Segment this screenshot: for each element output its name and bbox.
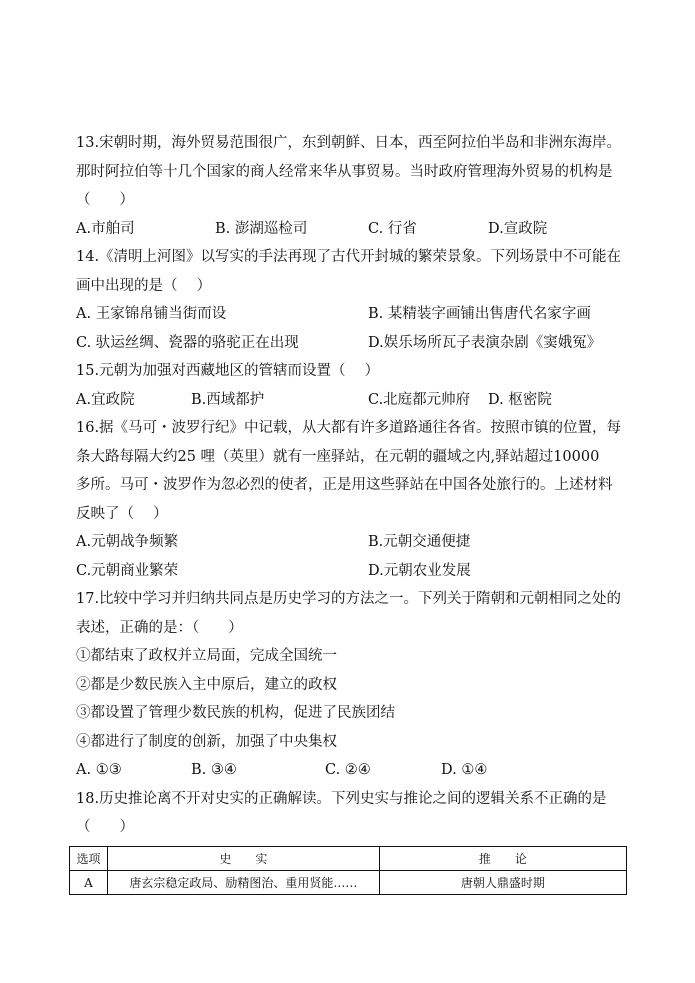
q17-option-c[interactable]: C. ②④: [325, 762, 371, 778]
q13-line-1: 13.宋朝时期，海外贸易范围很广，东到朝鲜、日本，西至阿拉伯半岛和非洲东海岸。: [76, 135, 622, 151]
q18-table: [69, 846, 627, 895]
q17-statement-2: ②都是少数民族入主中原后，建立的政权: [76, 677, 337, 693]
q15-option-d[interactable]: D. 枢密院: [488, 392, 552, 408]
q17-option-b[interactable]: B. ③④: [191, 762, 237, 778]
q15-option-b[interactable]: B.西域都护: [191, 392, 265, 408]
q14-line-1: 14.《清明上河图》以写实的手法再现了古代开封城的繁荣景象。下列场景中不可能在: [76, 249, 622, 265]
q13-line-3: （ ）: [76, 192, 134, 208]
table-header-inference: 推 论: [379, 847, 626, 871]
q14-option-a[interactable]: A. 王家锦帛铺当街而设: [76, 306, 227, 322]
q17-option-a[interactable]: A. ①③: [76, 762, 122, 778]
q13-line-2: 那时阿拉伯等十几个国家的商人经常来华从事贸易。当时政府管理海外贸易的机构是: [76, 164, 613, 180]
q14-line-2: 画中出现的是（ ）: [76, 278, 212, 294]
q13-option-a[interactable]: A.市舶司: [76, 221, 135, 237]
q17-statement-3: ③都设置了管理少数民族的机构，促进了民族团结: [76, 705, 395, 721]
table-cell-option: A: [70, 871, 108, 895]
q14-option-c[interactable]: C. 驮运丝绸、瓷器的骆驼正在出现: [76, 335, 299, 351]
q14-option-b[interactable]: B. 某精装字画铺出售唐代名家字画: [368, 306, 591, 322]
q17-statement-1: ①都结束了政权并立局面，完成全国统一: [76, 648, 337, 664]
table-header-fact: 史 实: [107, 847, 379, 871]
q16-line-3: 多所。马可・波罗作为忽必烈的使者，正是用这些驿站在中国各处旅行的。上述材料: [76, 477, 613, 493]
table-cell-inference: 唐朝人鼎盛时期: [379, 871, 626, 895]
q16-line-1: 16.据《马可・波罗行纪》中记载，从大都有许多道路通往各省。按照市镇的位置，每: [76, 420, 622, 436]
q17-line-2: 表述，正确的是：（ ）: [76, 620, 243, 636]
q16-line-2: 条大路每隔大约25 哩（英里）就有一座驿站，在元朝的疆域之内,驿站超过10000: [76, 449, 600, 465]
q13-option-b[interactable]: B. 澎湖巡检司: [215, 221, 308, 237]
q17-statement-4: ④都进行了制度的创新，加强了中央集权: [76, 734, 337, 750]
q15-option-c[interactable]: C.北庭都元帅府: [368, 392, 471, 408]
q16-option-a[interactable]: A.元朝战争频繁: [76, 534, 179, 550]
q15-option-a[interactable]: A.宜政院: [76, 392, 135, 408]
q17-line-1: 17.比较中学习并归纳共同点是历史学习的方法之一。下列关于隋朝和元朝相同之处的: [76, 591, 622, 607]
q16-option-d[interactable]: D.元朝农业发展: [368, 563, 471, 579]
q15-line-1: 15.元朝为加强对西藏地区的管辖而设置（ ）: [76, 363, 380, 379]
q18-line-2: （ ）: [76, 819, 134, 835]
q13-option-d[interactable]: D.宣政院: [488, 221, 548, 237]
table-cell-fact: 唐玄宗稳定政局、励精图治、重用贤能……: [107, 871, 379, 895]
q18-line-1: 18.历史推论离不开对史实的正确解读。下列史实与推论之间的逻辑关系不正确的是: [76, 791, 607, 807]
q16-line-4: 反映了（ ）: [76, 506, 168, 522]
q17-option-d[interactable]: D. ①④: [441, 762, 488, 778]
q16-option-c[interactable]: C.元朝商业繁荣: [76, 563, 179, 579]
table-header-row: [70, 847, 627, 871]
q13-option-c[interactable]: C. 行省: [368, 221, 417, 237]
table-row: [70, 871, 627, 895]
q16-option-b[interactable]: B.元朝交通便捷: [368, 534, 471, 550]
table-header-option: 选项: [70, 847, 108, 871]
q14-option-d[interactable]: D.娱乐场所瓦子表演杂剧《窦娥冤》: [368, 335, 602, 351]
